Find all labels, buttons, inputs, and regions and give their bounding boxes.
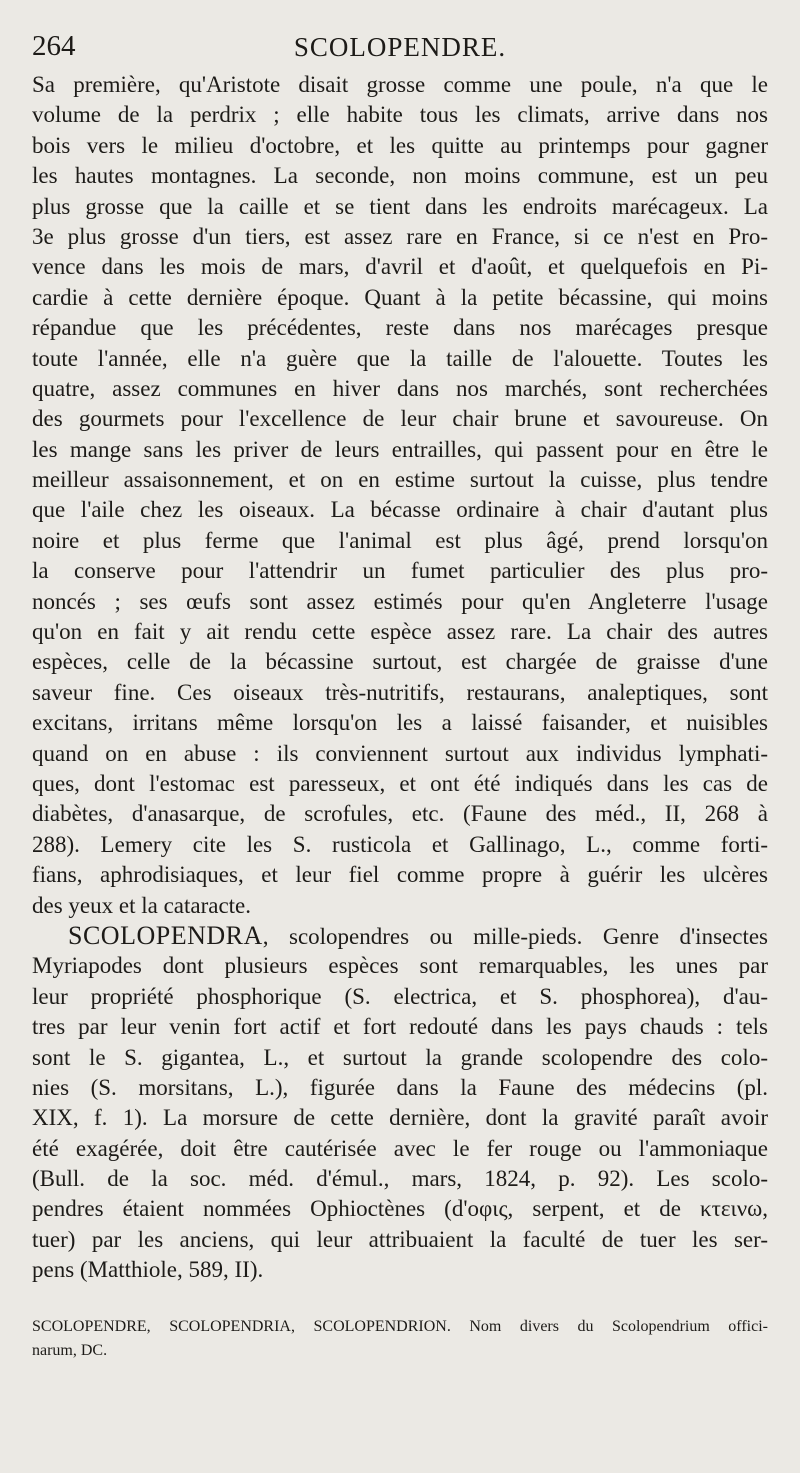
footnote-line: narum, DC. [32,1342,108,1359]
text-line: noire et plus ferme que l'animal est plus âgé, prend lorsqu'on [32,527,768,553]
text-line: la conserve pour l'attendrir un fumet particulier des plus pro- [32,558,768,584]
footnote-line: SCOLOPENDRE, SCOLOPENDRIA, SCOLOPENDRION. Nom divers du Scolopendrium offici- [32,1318,768,1335]
footnote [32,1315,768,1363]
text-line: meilleur assaisonnement, et on en estime surtout la cuisse, plus tendre [32,467,768,493]
text-line: des gourmets pour l'excellence de leur chair brune et savoureuse. On [32,406,768,432]
text-line: ques, dont l'estomac est paresseux, et ont été indiqués dans les cas de [32,770,768,796]
running-title: SCOLOPENDRE. [293,32,507,62]
text-line: fians, aphrodisiaques, et leur fiel comme propre à guérir les ulcères [32,862,768,888]
text-line: excitans, irritans même lorsqu'on les a laissé faisander, et nuisibles [32,710,768,736]
text-line: 3e plus grosse d'un tiers, est assez rare en France, si ce n'est en Pro- [32,223,768,249]
text-line: XIX, f. 1). La morsure de cette dernière, dont la gravité paraît avoir [32,1105,768,1131]
text-line: Myriapodes dont plusieurs espèces sont remarquables, les unes par [32,953,768,979]
text-line: quatre, assez communes en hiver dans nos marchés, sont recherchées [32,375,768,401]
text-line: (Bull. de la soc. méd. d'émul., mars, 1824, p. 92). Les scolo- [32,1166,768,1192]
text-line: saveur fine. Ces oiseaux très-nutritifs, restaurans, analeptiques, sont [32,679,768,705]
text-line: diabètes, d'anasarque, de scrofules, etc. (Faune des méd., II, 268 à [32,801,768,827]
page-body [32,70,768,1286]
text-line: plus grosse que la caille et se tient dans les endroits marécageux. La [32,193,768,219]
text-line: toute l'année, elle n'a guère que la taille de l'alouette. Toutes les [32,345,768,371]
text-line: volume de la perdrix ; elle habite tous les climats, arrive dans nos [32,102,768,128]
text-line: sont le S. gigantea, L., et surtout la grande scolopendre des colo- [32,1044,768,1070]
text-line: tuer) par les anciens, qui leur attribuaient la faculté de tuer les ser- [32,1226,768,1252]
text-line: cardie à cette dernière époque. Quant à la petite bécassine, qui moins [32,284,768,310]
text-line: vence dans les mois de mars, d'avril et d'août, et quelquefois en Pi- [32,254,768,280]
text-line: qu'on en fait y ait rendu cette espèce assez rare. La chair des autres [32,619,768,645]
text-line: que l'aile chez les oiseaux. La bécasse ordinaire à chair d'autant plus [32,497,768,523]
entry-first-line [32,921,768,951]
text-line: Sa première, qu'Aristote disait grosse comme une poule, n'a que le [32,72,768,97]
text-line: leur propriété phosphorique (S. electrica, et S. phosphorea), d'au- [32,983,768,1009]
paragraph-snipe [32,70,768,921]
text-line: pens (Matthiole, 589, II). [32,1257,264,1283]
paragraph-scolopendra [32,921,768,1286]
text-line: bois vers le milieu d'octobre, et les quitte au printemps pour gagner [32,132,768,158]
text-line: tres par leur venin fort actif et fort redouté dans les pays chauds : tels [32,1014,768,1040]
page-header [30,30,770,70]
text-line: été exagérée, doit être cautérisée avec le fer rouge ou l'ammoniaque [32,1135,768,1161]
text-line: 288). Lemery cite les S. rusticola et Gallinago, L., comme forti- [32,831,768,857]
text-line: répandue que les précédentes, reste dans nos marécages presque [32,315,768,341]
text-line: des yeux et la cataracte. [32,892,252,918]
text-line: les hautes montagnes. La seconde, non moins commune, est un peu [32,163,768,189]
page-number: 264 [32,30,76,62]
text-line: nies (S. morsitans, L.), figurée dans la Faune des médecins (pl. [32,1074,768,1100]
text-line: espèces, celle de la bécassine surtout, est chargée de graisse d'une [32,649,768,675]
text-line: pendres étaient nommées Ophioctènes (d'οφις, serpent, et de κτεινω, [32,1196,768,1222]
entry-first-line-text: , scolopendres ou mille-pieds. Genre d'insectes [262,923,768,949]
text-line: quand on en abuse : ils conviennent surtout aux individus lymphati- [32,740,768,766]
text-line: noncés ; ses œufs sont assez estimés pour qu'en Angleterre l'usage [32,588,768,614]
entry-headword: SCOLOPENDRA [68,920,263,950]
text-line: les mange sans les priver de leurs entrailles, qui passent pour en être le [32,436,768,462]
